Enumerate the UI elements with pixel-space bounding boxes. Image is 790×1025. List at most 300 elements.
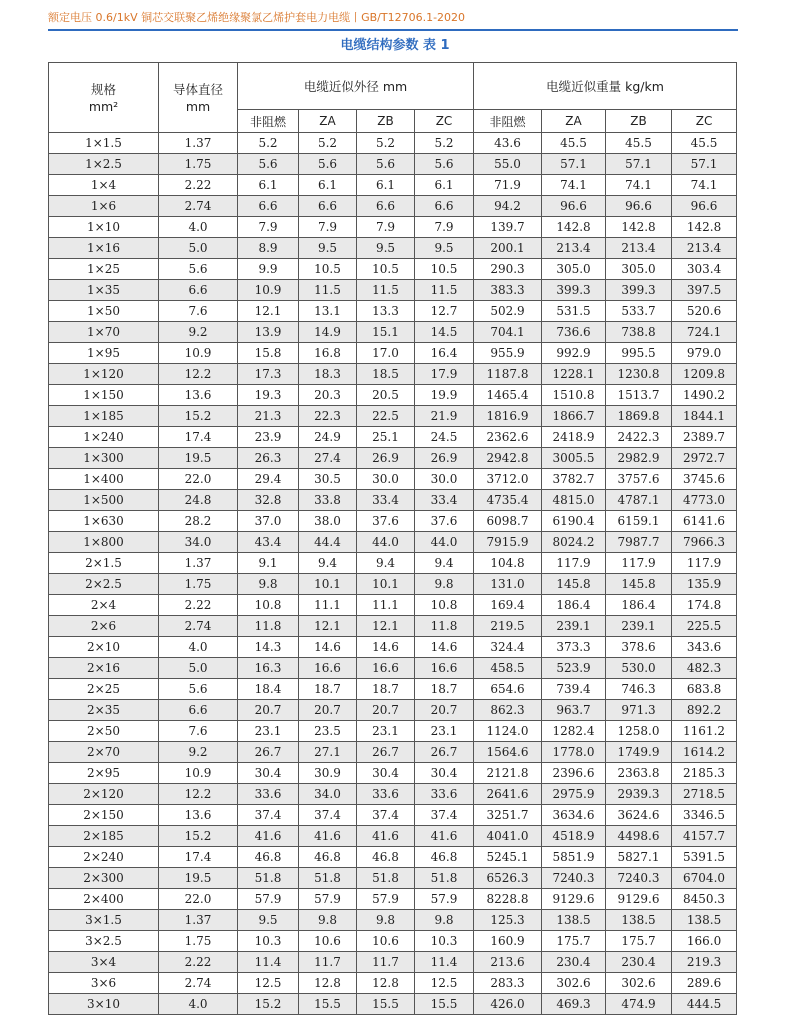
outer-za-cell: 5.2 — [299, 133, 357, 154]
diameter-cell: 4.0 — [159, 217, 238, 238]
weight-nonfr-cell: 139.7 — [474, 217, 542, 238]
weight-zc-cell: 1844.1 — [672, 406, 737, 427]
outer-nonfr-cell: 6.6 — [238, 196, 299, 217]
header-outer-diameter-group: 电缆近似外径 mm — [238, 63, 474, 110]
spec-cell: 2×240 — [49, 847, 159, 868]
table-row — [49, 616, 737, 637]
weight-nonfr-cell: 200.1 — [474, 238, 542, 259]
table-row — [49, 490, 737, 511]
spec-cell: 1×50 — [49, 301, 159, 322]
weight-zb-cell: 1513.7 — [606, 385, 672, 406]
weight-za-cell: 399.3 — [542, 280, 606, 301]
weight-zb-cell: 117.9 — [606, 553, 672, 574]
diameter-cell: 9.2 — [159, 322, 238, 343]
outer-nonfr-cell: 23.1 — [238, 721, 299, 742]
spec-cell: 2×2.5 — [49, 574, 159, 595]
table-row — [49, 343, 737, 364]
table-row — [49, 406, 737, 427]
outer-za-cell: 11.1 — [299, 595, 357, 616]
weight-zb-cell: 74.1 — [606, 175, 672, 196]
spec-cell: 1×300 — [49, 448, 159, 469]
header-weight-group: 电缆近似重量 kg/km — [474, 63, 737, 110]
weight-za-cell: 3782.7 — [542, 469, 606, 490]
table-title: 电缆结构参数 表 1 — [340, 38, 450, 53]
table-body — [49, 133, 737, 1015]
diameter-cell: 5.6 — [159, 679, 238, 700]
weight-zb-cell: 971.3 — [606, 700, 672, 721]
weight-za-cell: 145.8 — [542, 574, 606, 595]
outer-zb-cell: 33.4 — [357, 490, 415, 511]
outer-nonfr-cell: 9.1 — [238, 553, 299, 574]
weight-za-cell: 239.1 — [542, 616, 606, 637]
diameter-cell: 1.75 — [159, 154, 238, 175]
outer-za-cell: 57.9 — [299, 889, 357, 910]
weight-nonfr-cell: 4041.0 — [474, 826, 542, 847]
weight-zb-cell: 2422.3 — [606, 427, 672, 448]
outer-nonfr-cell: 7.9 — [238, 217, 299, 238]
weight-za-cell: 736.6 — [542, 322, 606, 343]
outer-zc-cell: 6.6 — [415, 196, 474, 217]
weight-nonfr-cell: 283.3 — [474, 973, 542, 994]
diameter-cell: 22.0 — [159, 469, 238, 490]
outer-zc-cell: 33.4 — [415, 490, 474, 511]
outer-nonfr-cell: 6.1 — [238, 175, 299, 196]
weight-za-cell: 523.9 — [542, 658, 606, 679]
header-outer-sub: ZA — [299, 110, 357, 133]
header-weight-sub: ZC — [672, 110, 737, 133]
outer-zb-cell: 11.5 — [357, 280, 415, 301]
weight-nonfr-cell: 704.1 — [474, 322, 542, 343]
weight-nonfr-cell: 160.9 — [474, 931, 542, 952]
table-row — [49, 994, 737, 1015]
outer-zc-cell: 9.8 — [415, 910, 474, 931]
weight-nonfr-cell: 383.3 — [474, 280, 542, 301]
outer-zb-cell: 9.5 — [357, 238, 415, 259]
weight-zb-cell: 1749.9 — [606, 742, 672, 763]
diameter-cell: 10.9 — [159, 763, 238, 784]
outer-nonfr-cell: 9.8 — [238, 574, 299, 595]
outer-za-cell: 13.1 — [299, 301, 357, 322]
weight-nonfr-cell: 862.3 — [474, 700, 542, 721]
spec-cell: 2×6 — [49, 616, 159, 637]
weight-zc-cell: 166.0 — [672, 931, 737, 952]
weight-za-cell: 5851.9 — [542, 847, 606, 868]
outer-zb-cell: 30.4 — [357, 763, 415, 784]
weight-zb-cell: 142.8 — [606, 217, 672, 238]
outer-zb-cell: 26.9 — [357, 448, 415, 469]
weight-zc-cell: 2972.7 — [672, 448, 737, 469]
outer-za-cell: 23.5 — [299, 721, 357, 742]
outer-nonfr-cell: 9.5 — [238, 910, 299, 931]
weight-za-cell: 963.7 — [542, 700, 606, 721]
outer-za-cell: 20.7 — [299, 700, 357, 721]
outer-zc-cell: 14.5 — [415, 322, 474, 343]
weight-zb-cell: 230.4 — [606, 952, 672, 973]
weight-za-cell: 96.6 — [542, 196, 606, 217]
outer-nonfr-cell: 12.1 — [238, 301, 299, 322]
weight-zb-cell: 175.7 — [606, 931, 672, 952]
weight-zc-cell: 1209.8 — [672, 364, 737, 385]
outer-za-cell: 34.0 — [299, 784, 357, 805]
weight-zc-cell: 74.1 — [672, 175, 737, 196]
outer-nonfr-cell: 11.8 — [238, 616, 299, 637]
diameter-cell: 13.6 — [159, 385, 238, 406]
diameter-cell: 6.6 — [159, 700, 238, 721]
weight-zb-cell: 9129.6 — [606, 889, 672, 910]
spec-cell: 1×150 — [49, 385, 159, 406]
header-diameter-unit: mm — [185, 98, 211, 114]
table-row — [49, 385, 737, 406]
diameter-cell: 4.0 — [159, 994, 238, 1015]
outer-nonfr-cell: 16.3 — [238, 658, 299, 679]
spec-cell: 1×800 — [49, 532, 159, 553]
outer-zc-cell: 21.9 — [415, 406, 474, 427]
diameter-cell: 7.6 — [159, 301, 238, 322]
header-diameter — [159, 63, 238, 133]
outer-zc-cell: 30.4 — [415, 763, 474, 784]
outer-zb-cell: 25.1 — [357, 427, 415, 448]
weight-zc-cell: 174.8 — [672, 595, 737, 616]
diameter-cell: 15.2 — [159, 406, 238, 427]
outer-zb-cell: 15.5 — [357, 994, 415, 1015]
diameter-cell: 2.74 — [159, 616, 238, 637]
outer-za-cell: 30.9 — [299, 763, 357, 784]
weight-za-cell: 7240.3 — [542, 868, 606, 889]
diameter-cell: 12.2 — [159, 784, 238, 805]
diameter-cell: 2.74 — [159, 973, 238, 994]
outer-nonfr-cell: 21.3 — [238, 406, 299, 427]
spec-cell: 1×120 — [49, 364, 159, 385]
weight-za-cell: 4518.9 — [542, 826, 606, 847]
outer-zb-cell: 41.6 — [357, 826, 415, 847]
outer-zc-cell: 9.4 — [415, 553, 474, 574]
weight-za-cell: 1228.1 — [542, 364, 606, 385]
outer-zc-cell: 15.5 — [415, 994, 474, 1015]
weight-zc-cell: 57.1 — [672, 154, 737, 175]
table-row — [49, 574, 737, 595]
weight-za-cell: 1866.7 — [542, 406, 606, 427]
diameter-cell: 4.0 — [159, 637, 238, 658]
outer-za-cell: 18.3 — [299, 364, 357, 385]
outer-zb-cell: 22.5 — [357, 406, 415, 427]
weight-za-cell: 213.4 — [542, 238, 606, 259]
table-row — [49, 427, 737, 448]
table-row — [49, 511, 737, 532]
outer-nonfr-cell: 13.9 — [238, 322, 299, 343]
weight-za-cell: 117.9 — [542, 553, 606, 574]
spec-cell: 3×4 — [49, 952, 159, 973]
outer-zc-cell: 10.8 — [415, 595, 474, 616]
header-divider — [48, 29, 738, 31]
outer-zc-cell: 17.9 — [415, 364, 474, 385]
weight-zb-cell: 6159.1 — [606, 511, 672, 532]
diameter-cell: 2.22 — [159, 595, 238, 616]
spec-cell: 2×4 — [49, 595, 159, 616]
weight-zb-cell: 96.6 — [606, 196, 672, 217]
weight-za-cell: 992.9 — [542, 343, 606, 364]
outer-zb-cell: 7.9 — [357, 217, 415, 238]
outer-nonfr-cell: 51.8 — [238, 868, 299, 889]
outer-zc-cell: 9.5 — [415, 238, 474, 259]
outer-zb-cell: 17.0 — [357, 343, 415, 364]
outer-nonfr-cell: 23.9 — [238, 427, 299, 448]
weight-nonfr-cell: 3251.7 — [474, 805, 542, 826]
weight-zb-cell: 186.4 — [606, 595, 672, 616]
outer-zc-cell: 6.1 — [415, 175, 474, 196]
weight-nonfr-cell: 955.9 — [474, 343, 542, 364]
diameter-cell: 28.2 — [159, 511, 238, 532]
outer-za-cell: 15.5 — [299, 994, 357, 1015]
weight-zb-cell: 4787.1 — [606, 490, 672, 511]
outer-zc-cell: 7.9 — [415, 217, 474, 238]
weight-zb-cell: 378.6 — [606, 637, 672, 658]
diameter-cell: 5.0 — [159, 238, 238, 259]
spec-cell: 1×16 — [49, 238, 159, 259]
weight-zc-cell: 979.0 — [672, 343, 737, 364]
outer-zb-cell: 18.7 — [357, 679, 415, 700]
weight-zc-cell: 683.8 — [672, 679, 737, 700]
outer-zc-cell: 26.7 — [415, 742, 474, 763]
outer-zc-cell: 16.4 — [415, 343, 474, 364]
spec-cell: 1×185 — [49, 406, 159, 427]
outer-za-cell: 27.1 — [299, 742, 357, 763]
outer-zb-cell: 12.8 — [357, 973, 415, 994]
table-row — [49, 637, 737, 658]
outer-za-cell: 16.8 — [299, 343, 357, 364]
outer-za-cell: 11.7 — [299, 952, 357, 973]
header-outer-sub: 非阻燃 — [238, 110, 299, 133]
outer-zb-cell: 10.5 — [357, 259, 415, 280]
outer-za-cell: 16.6 — [299, 658, 357, 679]
weight-zc-cell: 2185.3 — [672, 763, 737, 784]
weight-nonfr-cell: 1816.9 — [474, 406, 542, 427]
outer-zb-cell: 5.2 — [357, 133, 415, 154]
table-row — [49, 763, 737, 784]
weight-zb-cell: 2982.9 — [606, 448, 672, 469]
weight-zb-cell: 239.1 — [606, 616, 672, 637]
weight-za-cell: 74.1 — [542, 175, 606, 196]
outer-nonfr-cell: 15.8 — [238, 343, 299, 364]
outer-zc-cell: 16.6 — [415, 658, 474, 679]
weight-zb-cell: 738.8 — [606, 322, 672, 343]
table-row — [49, 553, 737, 574]
outer-za-cell: 33.8 — [299, 490, 357, 511]
weight-zb-cell: 305.0 — [606, 259, 672, 280]
diameter-cell: 22.0 — [159, 889, 238, 910]
weight-za-cell: 138.5 — [542, 910, 606, 931]
weight-zc-cell: 219.3 — [672, 952, 737, 973]
weight-za-cell: 305.0 — [542, 259, 606, 280]
outer-nonfr-cell: 57.9 — [238, 889, 299, 910]
weight-zb-cell: 45.5 — [606, 133, 672, 154]
table-row — [49, 196, 737, 217]
weight-zb-cell: 3624.6 — [606, 805, 672, 826]
outer-nonfr-cell: 37.0 — [238, 511, 299, 532]
weight-zc-cell: 2718.5 — [672, 784, 737, 805]
outer-za-cell: 5.6 — [299, 154, 357, 175]
outer-nonfr-cell: 26.7 — [238, 742, 299, 763]
weight-za-cell: 1282.4 — [542, 721, 606, 742]
outer-za-cell: 14.9 — [299, 322, 357, 343]
weight-nonfr-cell: 654.6 — [474, 679, 542, 700]
weight-zc-cell: 3745.6 — [672, 469, 737, 490]
outer-za-cell: 24.9 — [299, 427, 357, 448]
weight-za-cell: 175.7 — [542, 931, 606, 952]
weight-za-cell: 3005.5 — [542, 448, 606, 469]
table-row — [49, 721, 737, 742]
weight-nonfr-cell: 5245.1 — [474, 847, 542, 868]
outer-za-cell: 9.4 — [299, 553, 357, 574]
diameter-cell: 12.2 — [159, 364, 238, 385]
diameter-cell: 24.8 — [159, 490, 238, 511]
weight-zc-cell: 5391.5 — [672, 847, 737, 868]
outer-zb-cell: 6.1 — [357, 175, 415, 196]
weight-zc-cell: 892.2 — [672, 700, 737, 721]
weight-zb-cell: 7240.3 — [606, 868, 672, 889]
weight-nonfr-cell: 125.3 — [474, 910, 542, 931]
weight-za-cell: 2975.9 — [542, 784, 606, 805]
table-row — [49, 217, 737, 238]
outer-nonfr-cell: 46.8 — [238, 847, 299, 868]
outer-za-cell: 6.1 — [299, 175, 357, 196]
table-row — [49, 448, 737, 469]
outer-zc-cell: 5.6 — [415, 154, 474, 175]
diameter-cell: 1.37 — [159, 133, 238, 154]
weight-nonfr-cell: 213.6 — [474, 952, 542, 973]
weight-za-cell: 531.5 — [542, 301, 606, 322]
diameter-cell: 19.5 — [159, 448, 238, 469]
table-row — [49, 364, 737, 385]
outer-zb-cell: 15.1 — [357, 322, 415, 343]
weight-nonfr-cell: 55.0 — [474, 154, 542, 175]
outer-zc-cell: 12.7 — [415, 301, 474, 322]
spec-cell: 1×4 — [49, 175, 159, 196]
table-row — [49, 238, 737, 259]
outer-zb-cell: 37.6 — [357, 511, 415, 532]
outer-zb-cell: 44.0 — [357, 532, 415, 553]
table-row — [49, 784, 737, 805]
weight-nonfr-cell: 458.5 — [474, 658, 542, 679]
spec-cell: 1×25 — [49, 259, 159, 280]
outer-za-cell: 44.4 — [299, 532, 357, 553]
table-row — [49, 952, 737, 973]
weight-za-cell: 3634.6 — [542, 805, 606, 826]
outer-zc-cell: 9.8 — [415, 574, 474, 595]
outer-zb-cell: 51.8 — [357, 868, 415, 889]
diameter-cell: 34.0 — [159, 532, 238, 553]
diameter-cell: 6.6 — [159, 280, 238, 301]
weight-zb-cell: 474.9 — [606, 994, 672, 1015]
diameter-cell: 15.2 — [159, 826, 238, 847]
diameter-cell: 17.4 — [159, 427, 238, 448]
weight-zc-cell: 4157.7 — [672, 826, 737, 847]
outer-zb-cell: 37.4 — [357, 805, 415, 826]
weight-zc-cell: 138.5 — [672, 910, 737, 931]
outer-za-cell: 10.5 — [299, 259, 357, 280]
header-diameter-label: 导体直径 — [172, 81, 223, 97]
cable-spec-table — [48, 62, 737, 1015]
outer-nonfr-cell: 15.2 — [238, 994, 299, 1015]
diameter-cell: 17.4 — [159, 847, 238, 868]
spec-cell: 2×400 — [49, 889, 159, 910]
outer-nonfr-cell: 12.5 — [238, 973, 299, 994]
weight-za-cell: 57.1 — [542, 154, 606, 175]
diameter-cell: 5.6 — [159, 259, 238, 280]
outer-za-cell: 12.8 — [299, 973, 357, 994]
outer-zb-cell: 33.6 — [357, 784, 415, 805]
diameter-cell: 10.9 — [159, 343, 238, 364]
outer-zc-cell: 24.5 — [415, 427, 474, 448]
outer-nonfr-cell: 10.9 — [238, 280, 299, 301]
weight-nonfr-cell: 8228.8 — [474, 889, 542, 910]
outer-za-cell: 46.8 — [299, 847, 357, 868]
weight-nonfr-cell: 6098.7 — [474, 511, 542, 532]
weight-zb-cell: 2363.8 — [606, 763, 672, 784]
outer-zc-cell: 14.6 — [415, 637, 474, 658]
weight-zc-cell: 1161.2 — [672, 721, 737, 742]
outer-nonfr-cell: 20.7 — [238, 700, 299, 721]
weight-zc-cell: 2389.7 — [672, 427, 737, 448]
weight-nonfr-cell: 426.0 — [474, 994, 542, 1015]
header-outer-sub: ZB — [357, 110, 415, 133]
outer-za-cell: 30.5 — [299, 469, 357, 490]
outer-zc-cell: 37.4 — [415, 805, 474, 826]
spec-cell: 2×300 — [49, 868, 159, 889]
weight-nonfr-cell: 324.4 — [474, 637, 542, 658]
header-spec-unit: mm² — [88, 98, 119, 114]
spec-cell: 3×6 — [49, 973, 159, 994]
weight-zc-cell: 3346.5 — [672, 805, 737, 826]
spec-cell: 2×16 — [49, 658, 159, 679]
diameter-cell: 19.5 — [159, 868, 238, 889]
outer-nonfr-cell: 30.4 — [238, 763, 299, 784]
outer-zc-cell: 57.9 — [415, 889, 474, 910]
table-row — [49, 658, 737, 679]
table-row — [49, 700, 737, 721]
outer-zc-cell: 10.3 — [415, 931, 474, 952]
spec-cell: 1×1.5 — [49, 133, 159, 154]
diameter-cell: 1.75 — [159, 931, 238, 952]
weight-nonfr-cell: 290.3 — [474, 259, 542, 280]
weight-nonfr-cell: 1124.0 — [474, 721, 542, 742]
outer-zb-cell: 12.1 — [357, 616, 415, 637]
outer-nonfr-cell: 41.6 — [238, 826, 299, 847]
table-row — [49, 826, 737, 847]
spec-cell: 1×35 — [49, 280, 159, 301]
outer-za-cell: 10.6 — [299, 931, 357, 952]
outer-zb-cell: 23.1 — [357, 721, 415, 742]
outer-zb-cell: 13.3 — [357, 301, 415, 322]
outer-nonfr-cell: 43.4 — [238, 532, 299, 553]
outer-zb-cell: 16.6 — [357, 658, 415, 679]
weight-nonfr-cell: 1564.6 — [474, 742, 542, 763]
weight-za-cell: 186.4 — [542, 595, 606, 616]
weight-zb-cell: 995.5 — [606, 343, 672, 364]
outer-za-cell: 10.1 — [299, 574, 357, 595]
outer-za-cell: 9.5 — [299, 238, 357, 259]
outer-za-cell: 37.4 — [299, 805, 357, 826]
outer-za-cell: 22.3 — [299, 406, 357, 427]
weight-zc-cell: 482.3 — [672, 658, 737, 679]
weight-nonfr-cell: 7915.9 — [474, 532, 542, 553]
weight-zc-cell: 8450.3 — [672, 889, 737, 910]
outer-za-cell: 27.4 — [299, 448, 357, 469]
outer-za-cell: 9.8 — [299, 910, 357, 931]
outer-zc-cell: 12.5 — [415, 973, 474, 994]
outer-zc-cell: 18.7 — [415, 679, 474, 700]
weight-zc-cell: 303.4 — [672, 259, 737, 280]
weight-nonfr-cell: 2121.8 — [474, 763, 542, 784]
